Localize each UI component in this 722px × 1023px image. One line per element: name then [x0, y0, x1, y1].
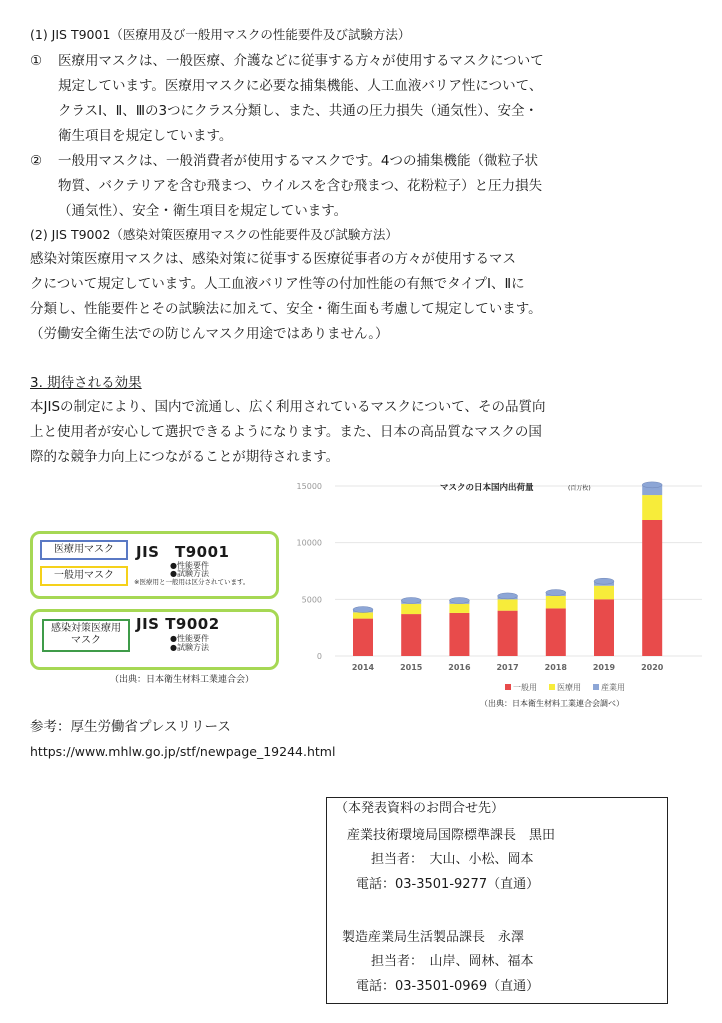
x-tick-label: 2015 — [400, 663, 423, 672]
bar-segment-一般用 — [401, 614, 421, 656]
legend-label: 一般用 — [513, 683, 537, 692]
item-marker-2: ② — [30, 153, 43, 169]
para2-line-1: 感染対策医療用マスクは、感染対策に従事する医療従事者の方々が使用するマス — [30, 251, 516, 267]
contact-phone-2: 電話：03-3501-0969（直通） — [356, 979, 540, 994]
bar-segment-医療用 — [546, 596, 566, 608]
bar-cap — [498, 593, 518, 599]
chart-x-ticks — [352, 663, 664, 672]
x-tick-label: 2017 — [496, 663, 519, 672]
item-marker-1: ① — [30, 53, 43, 69]
x-tick-label: 2020 — [641, 663, 664, 672]
contact-dept-2: 製造産業局生活製品課長 永澤 — [342, 930, 525, 945]
contact-staff-2: 担当者： 山岸、岡林、福本 — [371, 954, 534, 969]
bar-segment-一般用 — [449, 613, 469, 656]
legend-label: 産業用 — [601, 683, 625, 692]
x-tick-label: 2016 — [448, 663, 471, 672]
item2-line-2: 物質、バクテリアを含む飛まつ、ウイルスを含む飛まつ、花粉粒子）と圧力損失 — [58, 178, 543, 194]
chart-title: マスクの日本国内出荷量 — [440, 483, 534, 493]
legend-swatch — [505, 684, 511, 690]
jis2-bullet-1: ●性能要件 — [170, 634, 209, 643]
effects-line-2: 上と使用者が安心して選択できるようになります。また、日本の高品質なマスクの国 — [30, 424, 542, 440]
bar-segment-医療用 — [353, 612, 373, 618]
item1-line-1: 医療用マスクは、一般医療、介護などに従事する方々が使用するマスクについて — [58, 53, 544, 69]
item1-line-2: 規定しています。医療用マスクに必要な捕集機能、人工血液バリア性について、 — [58, 78, 543, 94]
bar-segment-医療用 — [401, 604, 421, 614]
jis1-bullet-2: ●試験方法 — [170, 569, 209, 578]
heading-jis-t9001: (1) JIS T9001（医療用及び一般用マスクの性能要件及び試験方法） — [30, 27, 411, 42]
mask-shipment-chart — [290, 470, 722, 715]
chart-source: （出典：日本衛生材料工業連合会調べ） — [480, 699, 624, 708]
contact-dept-1: 産業技術環境局国際標準課長 黒田 — [347, 828, 556, 843]
tag-medical-mask: 医療用マスク — [40, 540, 128, 560]
bar-segment-医療用 — [449, 604, 469, 613]
tag-infection-mask: 感染対策医療用マスク — [42, 619, 130, 652]
jis1-bullet-1: ●性能要件 — [170, 561, 209, 570]
bar-cap — [353, 607, 373, 613]
y-tick-label: 10000 — [296, 538, 322, 548]
heading-jis-t9002: (2) JIS T9002（感染対策医療用マスクの性能要件及び試験方法） — [30, 227, 398, 242]
y-tick-label: 5000 — [301, 595, 322, 605]
heading-expected-effects: 3. 期待される効果 — [30, 375, 142, 391]
item1-line-3: クラスⅠ、Ⅱ、Ⅲの3つにクラス分類し、また、共通の圧力損失（通気性）、安全・ — [58, 103, 538, 119]
y-tick-label: 15000 — [296, 482, 322, 491]
jis1-note: ※医療用と一般用は区分されています。 — [134, 578, 250, 586]
legend-label: 医療用 — [557, 683, 581, 692]
chart-y-ticks — [297, 482, 322, 661]
chart-unit: (百万枚) — [568, 485, 591, 492]
bar-segment-医療用 — [498, 599, 518, 610]
jis-t9001-label: JIS T9001 — [136, 543, 230, 561]
tag-general-mask: 一般用マスク — [40, 566, 128, 586]
contact-title: （本発表資料のお問合せ先） — [335, 801, 505, 816]
bar-cap — [642, 482, 662, 488]
contact-phone-1: 電話：03-3501-9277（直通） — [356, 877, 540, 892]
jis-t9002-label: JIS T9002 — [136, 615, 220, 633]
item2-line-1: 一般用マスクは、一般消費者が使用するマスクです。4つの捕集機能（微粒子状 — [58, 153, 539, 169]
contact-box — [326, 797, 668, 1004]
para2-line-4: （労働安全衛生法での防じんマスク用途ではありません。） — [30, 326, 389, 342]
effects-line-1: 本JISの制定により、国内で流通し、広く利用されているマスクについて、その品質向 — [30, 399, 546, 415]
bar-segment-一般用 — [594, 599, 614, 656]
item2-line-3: （通気性）、安全・衛生項目を規定しています。 — [58, 203, 348, 219]
bar-segment-一般用 — [498, 611, 518, 656]
x-tick-label: 2018 — [544, 663, 567, 672]
para2-line-3: 分類し、性能要件とその試験法に加えて、安全・衛生面も考慮して規定しています。 — [30, 301, 542, 317]
reference-url[interactable]: https://www.mhlw.go.jp/stf/newpage_19244.html — [30, 744, 336, 759]
bar-segment-医療用 — [642, 495, 662, 520]
bar-segment-医療用 — [594, 586, 614, 600]
legend-swatch — [593, 684, 599, 690]
effects-line-3: 際的な競争力向上につながることが期待されます。 — [30, 449, 340, 465]
legend-swatch — [549, 684, 555, 690]
item1-line-4: 衛生項目を規定しています。 — [58, 128, 233, 144]
x-tick-label: 2014 — [351, 663, 375, 672]
bar-cap — [546, 590, 566, 596]
bar-segment-一般用 — [353, 619, 373, 656]
bar-segment-一般用 — [642, 520, 662, 656]
reference-label: 参考：厚生労働省プレスリリース — [30, 719, 231, 735]
y-tick-label: 0 — [316, 652, 322, 661]
para2-line-2: クについて規定しています。人工血液バリア性等の付加性能の有無でタイプⅠ、Ⅱに — [30, 276, 525, 292]
chart-legend — [505, 682, 625, 692]
bar-cap — [449, 597, 469, 603]
contact-staff-1: 担当者： 大山、小松、岡本 — [371, 852, 534, 867]
bar-segment-一般用 — [546, 608, 566, 656]
chart-bars — [353, 482, 662, 656]
diagram-source: （出典：日本衛生材料工業連合会） — [110, 675, 255, 685]
bar-cap — [401, 597, 421, 603]
jis2-bullet-2: ●試験方法 — [170, 643, 209, 652]
x-tick-label: 2019 — [592, 663, 616, 672]
bar-cap — [594, 578, 614, 584]
